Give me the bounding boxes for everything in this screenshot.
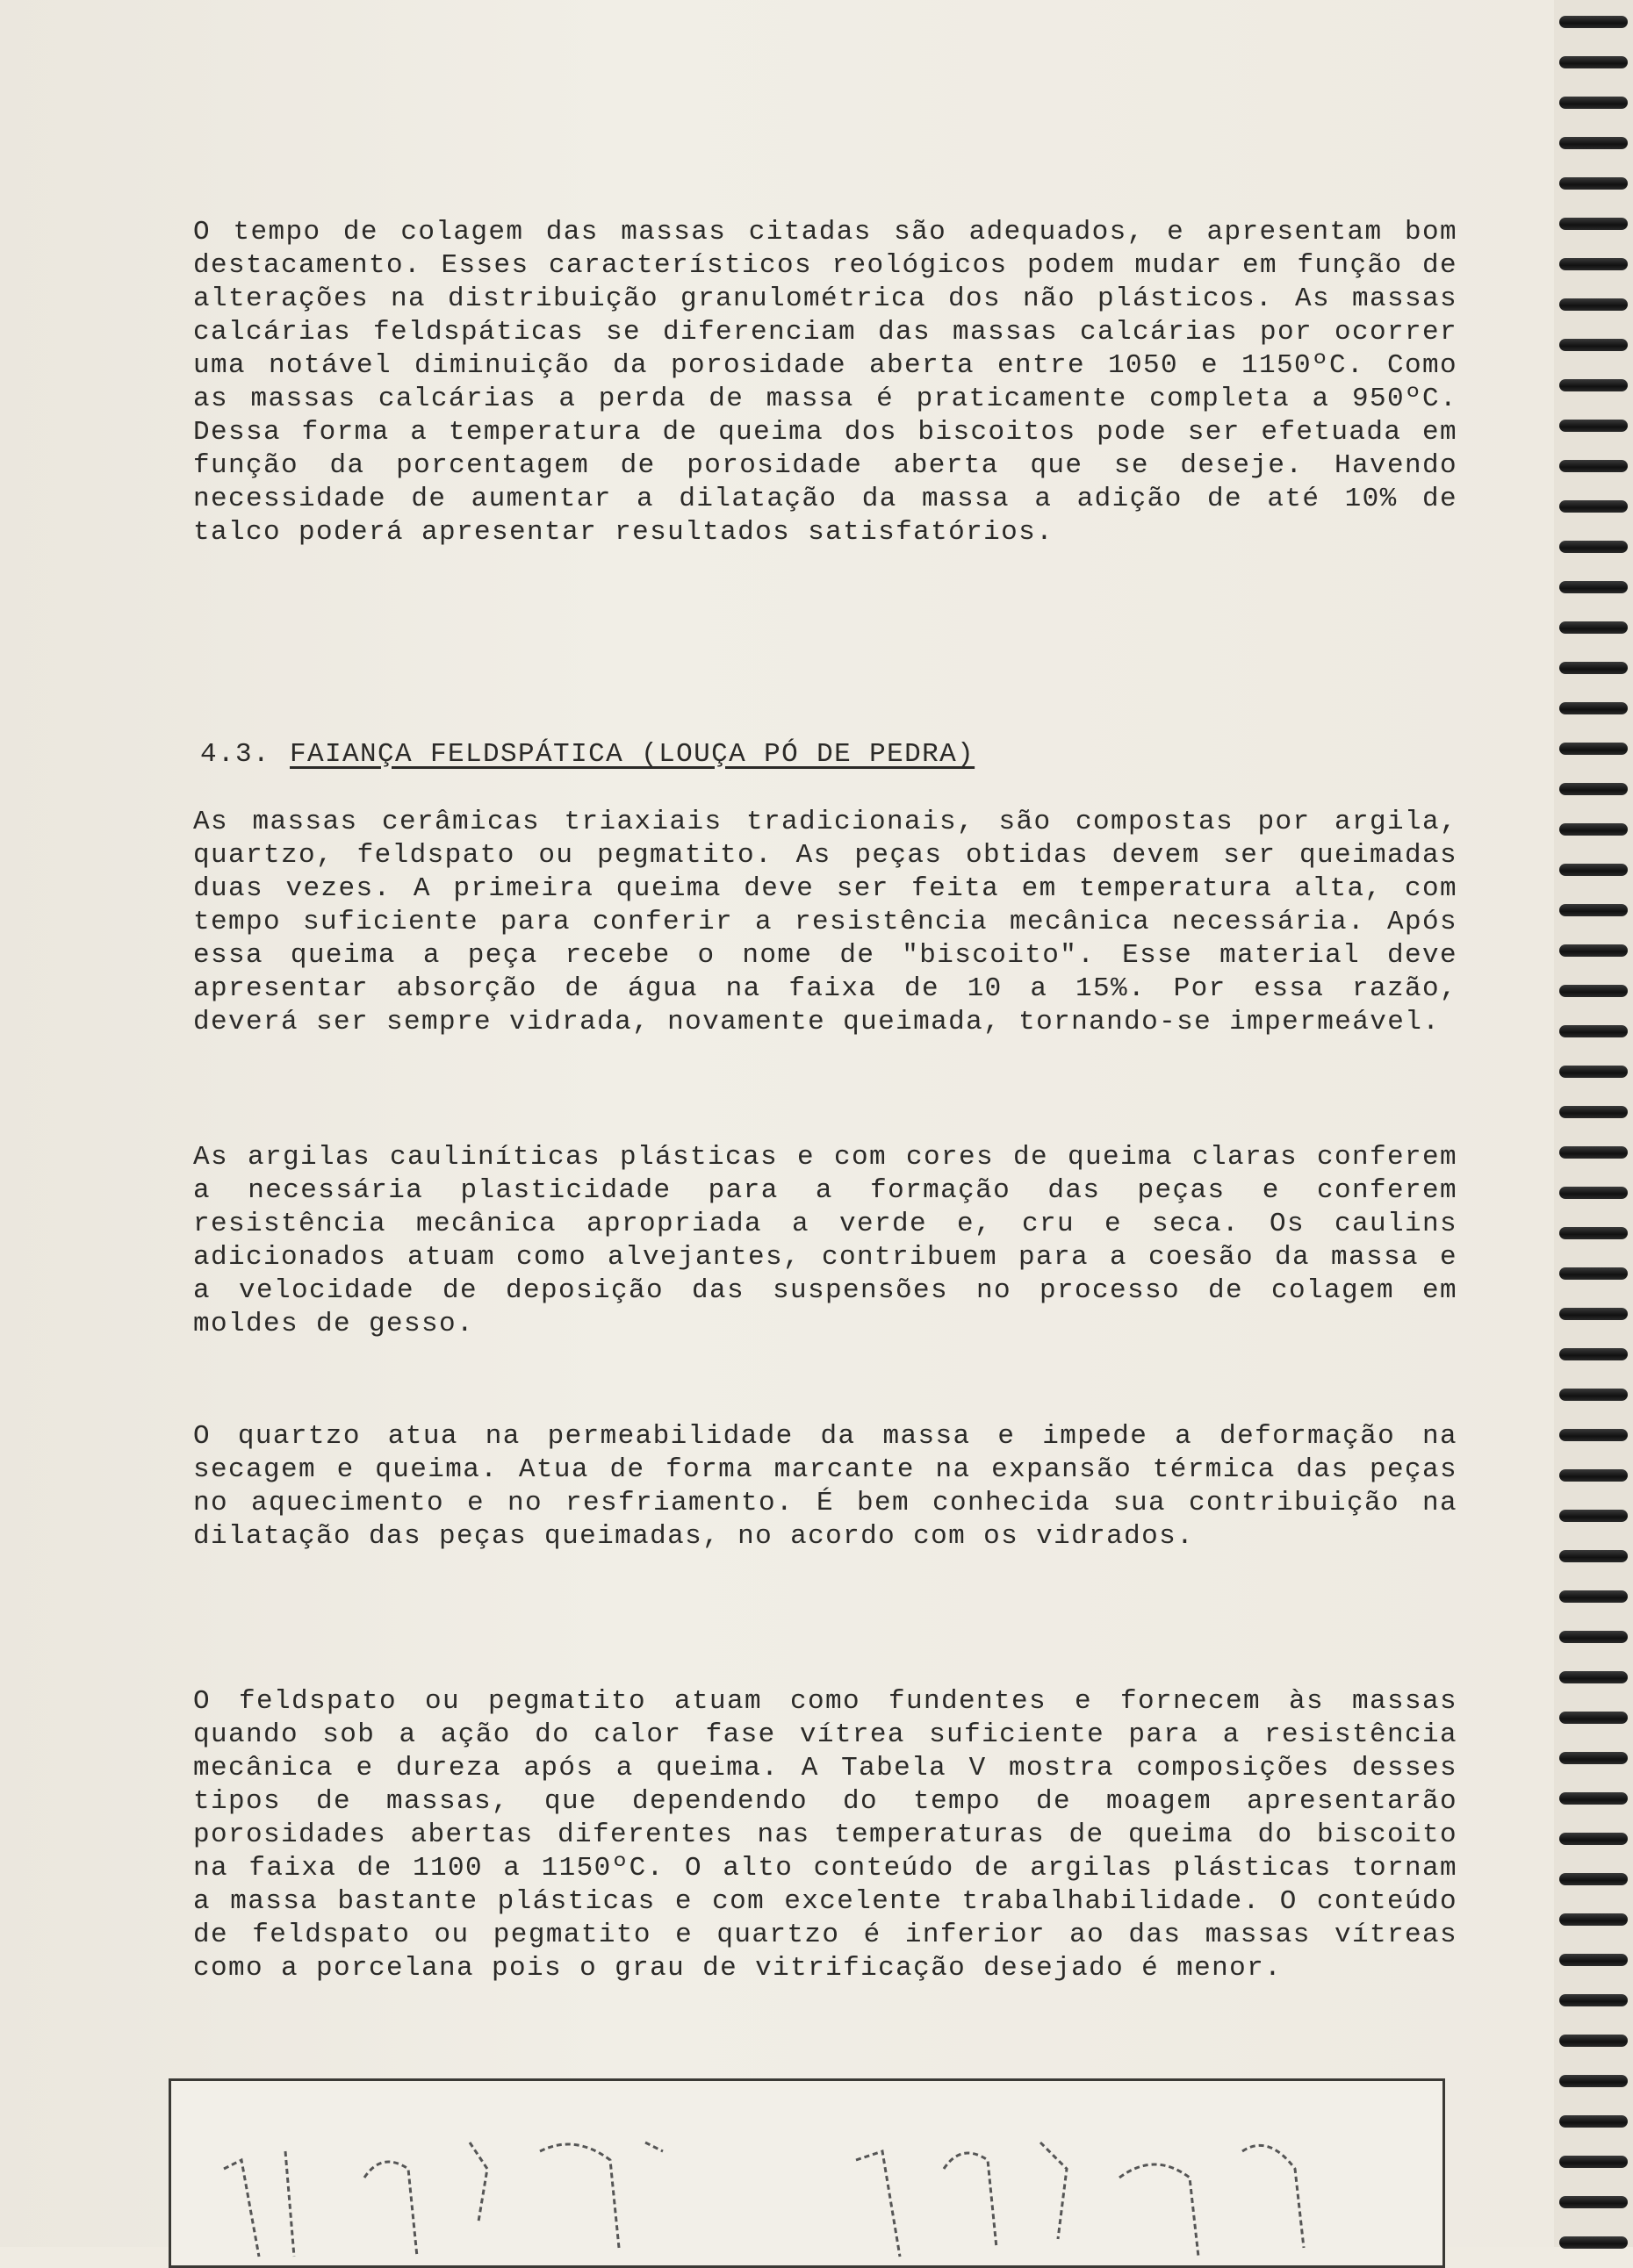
paragraph-quartzo bbox=[193, 1420, 1457, 1554]
binding-coil bbox=[1559, 1873, 1628, 1885]
binding-coil bbox=[1559, 1267, 1628, 1280]
binding-coil bbox=[1559, 1106, 1628, 1118]
binding-coil bbox=[1559, 1792, 1628, 1805]
binding-coil bbox=[1559, 581, 1628, 593]
binding-coil bbox=[1559, 1187, 1628, 1199]
binding-coil bbox=[1559, 621, 1628, 634]
binding-coil bbox=[1559, 1752, 1628, 1764]
binding-coil bbox=[1559, 1146, 1628, 1159]
binding-coil bbox=[1559, 743, 1628, 755]
binding-coil bbox=[1559, 1066, 1628, 1078]
binding-coil bbox=[1559, 1671, 1628, 1683]
paragraph-intro bbox=[193, 216, 1457, 549]
binding-coil bbox=[1559, 1389, 1628, 1401]
binding-coil bbox=[1559, 97, 1628, 109]
binding-coil bbox=[1559, 1712, 1628, 1724]
figure-sketch-right bbox=[838, 2116, 1330, 2265]
binding-coil bbox=[1559, 16, 1628, 28]
binding-coil bbox=[1559, 258, 1628, 270]
paragraph-quartzo-text: O quartzo atua na permeabilidade da massa e impede a deformação na secagem e queima. Atua de forma marcante na expansão térmica das peças no aquecimento e no resfriamento. É bem conhecida sua contribuição na dilatação das peças queimadas, no acordo com os vidrados. bbox=[193, 1421, 1457, 1552]
binding-coil bbox=[1559, 2115, 1628, 2128]
binding-coil bbox=[1559, 1550, 1628, 1562]
paragraph-feldspato bbox=[193, 1685, 1457, 1985]
binding-coil bbox=[1559, 56, 1628, 68]
paragraph-triaxial-text: As massas cerâmicas triaxiais tradicionais, são compostas por argila, quartzo, feldspato ou pegmatito. As peças obtidas devem ser queimadas duas vezes. A primeira queima deve ser feita em temperatura alta, com tempo suficiente para conferir a resistência mecânica necessária. Após essa queima a peça recebe o nome de "biscoito". Esse material deve apresentar absorção de água na faixa de 10 a 15%. Por essa razão, deverá ser sempre vidrada, novamente queimada, tornando-se impermeável. bbox=[193, 807, 1457, 1037]
paragraph-feldspato-text: O feldspato ou pegmatito atuam como fundentes e fornecem às massas quando sob a ação do calor fase vítrea suficiente para a resistência mecânica e dureza após a queima. A Tabela V mostra composições desses tipos de massas, que dependendo do tempo de moagem apresentarão porosidades abertas diferentes nas temperaturas de queima do biscoito na faixa de 1100 a 1150ºC. O alto conteúdo de argilas plásticas tornam a massa bastante plásticas e com excelente trabalhabilidade. O conteúdo de feldspato ou pegmatito e quartzo é inferior ao das massas vítreas como a porcelana pois o grau de vitrificação desejado é menor. bbox=[193, 1686, 1457, 1984]
binding-coil bbox=[1559, 1429, 1628, 1441]
binding-coil bbox=[1559, 420, 1628, 432]
figure-sketch-left bbox=[206, 2116, 698, 2265]
binding-coil bbox=[1559, 864, 1628, 876]
binding-coil bbox=[1559, 1348, 1628, 1360]
paragraph-argilas bbox=[193, 1141, 1457, 1341]
binding-coil bbox=[1559, 662, 1628, 674]
binding-coil bbox=[1559, 460, 1628, 472]
binding-coil bbox=[1559, 1913, 1628, 1926]
binding-coil bbox=[1559, 1308, 1628, 1320]
binding-coil bbox=[1559, 500, 1628, 513]
binding-coil bbox=[1559, 1227, 1628, 1239]
binding-coil bbox=[1559, 1631, 1628, 1643]
section-heading bbox=[200, 739, 975, 770]
binding-coil bbox=[1559, 944, 1628, 957]
binding-coil bbox=[1559, 823, 1628, 836]
binding-coil bbox=[1559, 541, 1628, 553]
binding-coil bbox=[1559, 904, 1628, 916]
binding-coil bbox=[1559, 177, 1628, 190]
paragraph-intro-text: O tempo de colagem das massas citadas são adequados, e apresentam bom destacamento. Esses característicos reológicos podem mudar em função de alterações na distribuição granulométrica dos não plásticos. As massas calcárias feldspáticas se diferenciam das massas calcárias por ocorrer uma notável diminuição da porosidade aberta entre 1050 e 1150ºC. Como as massas calcárias a perda de massa é praticamente completa a 950ºC. Dessa forma a temperatura de queima dos biscoitos pode ser efetuada em função da porcentagem de porosidade aberta que se deseje. Havendo necessidade de aumentar a dilatação da massa a adição de até 10% de talco poderá apresentar resultados satisfatórios. bbox=[193, 217, 1457, 548]
spiral-binding bbox=[1554, 0, 1633, 2247]
section-title: FAIANÇA FELDSPÁTICA (LOUÇA PÓ DE PEDRA) bbox=[290, 739, 975, 770]
binding-coil bbox=[1559, 137, 1628, 149]
binding-coil bbox=[1559, 1469, 1628, 1482]
binding-coil bbox=[1559, 1833, 1628, 1845]
binding-coil bbox=[1559, 783, 1628, 795]
binding-coil bbox=[1559, 985, 1628, 997]
paragraph-triaxial bbox=[193, 806, 1457, 1039]
binding-coil bbox=[1559, 2156, 1628, 2168]
figure-frame bbox=[169, 2078, 1445, 2268]
binding-coil bbox=[1559, 1590, 1628, 1603]
binding-coil bbox=[1559, 1954, 1628, 1966]
paragraph-argilas-text: As argilas cauliníticas plásticas e com cores de queima claras conferem a necessária plasticidade para a formação das peças e conferem resistência mecânica apropriada a verde e, cru e seca. Os caulins adicionados atuam como alvejantes, contribuem para a coesão da massa e a velocidade de deposição das suspensões no processo de colagem em moldes de gesso. bbox=[193, 1142, 1457, 1339]
binding-coil bbox=[1559, 1994, 1628, 2006]
binding-coil bbox=[1559, 2035, 1628, 2047]
binding-coil bbox=[1559, 1510, 1628, 1522]
binding-coil bbox=[1559, 298, 1628, 311]
binding-coil bbox=[1559, 702, 1628, 714]
binding-coil bbox=[1559, 2075, 1628, 2087]
binding-coil bbox=[1559, 379, 1628, 391]
section-number: 4.3. bbox=[200, 739, 271, 770]
binding-coil bbox=[1559, 2196, 1628, 2208]
binding-coil bbox=[1559, 218, 1628, 230]
binding-coil bbox=[1559, 339, 1628, 351]
binding-coil bbox=[1559, 1025, 1628, 1037]
